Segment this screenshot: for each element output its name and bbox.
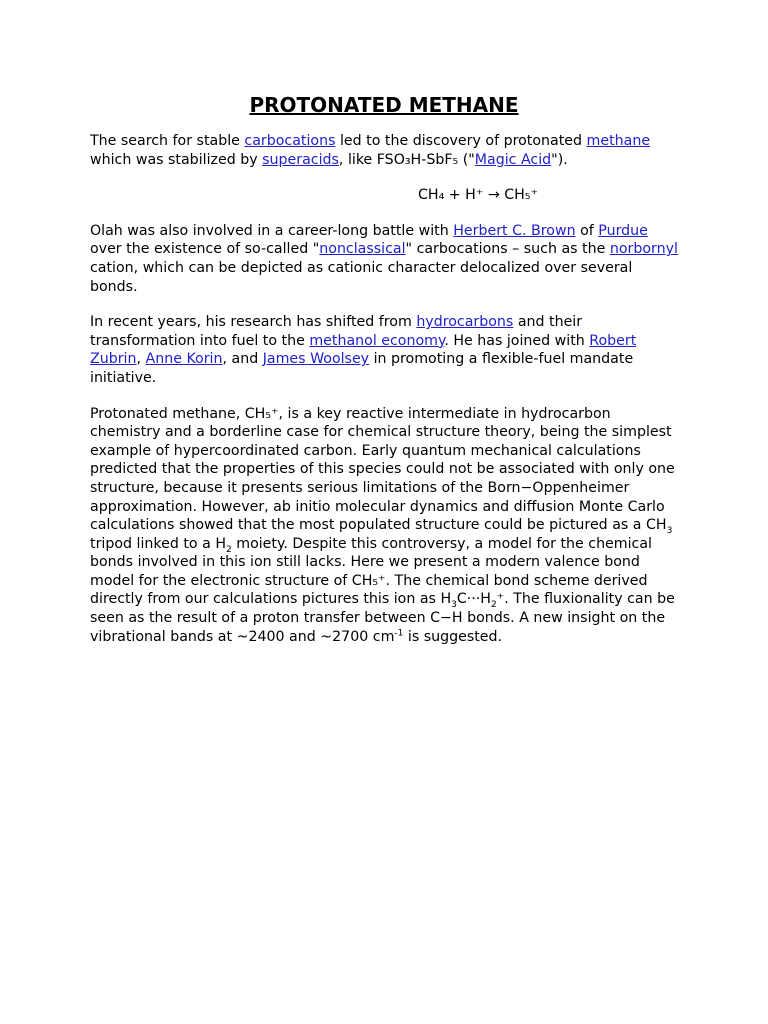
text-segment: Protonated methane, CH₅⁺, is a key reactive intermediate in hydrocarbon chemistry and a borderline case for chemical structure theory, being the simplest example of hypercoordinated carbon. Early quantum mechanical calculations predicted that the properties of this species could not be associated with only one structure, because it presents serious limitations of the Born−Oppenheimer approximation. However, ab initio molecular dynamics and diffusion Monte Carlo calculations showed that the most populated structure could be pictured as a CH <box>90 405 675 534</box>
paragraph-intro <box>90 132 678 169</box>
subscript: 2 <box>490 600 497 611</box>
link-superacids[interactable]: superacids <box>262 151 339 168</box>
link-magic-acid[interactable]: Magic Acid <box>474 151 552 168</box>
text-segment: , like FSO₃H-SbF₅ (" <box>338 151 475 168</box>
subscript: 2 <box>226 544 232 555</box>
link-herbert-c-brown[interactable]: Herbert C. Brown <box>453 222 576 239</box>
subscript: 3 <box>451 600 457 611</box>
document-page <box>90 90 678 663</box>
text-segment: which was stabilized by <box>90 151 263 168</box>
text-segment: tripod linked to a H <box>90 535 226 552</box>
paragraph-olah <box>90 222 678 296</box>
superscript: -1 <box>394 627 404 638</box>
text-segment: cation, which can be depicted as cationic character delocalized over several bonds. <box>90 259 633 295</box>
link-robert-zubrin[interactable]: Robert Zubrin <box>90 332 637 368</box>
link-norbornyl[interactable]: norbornyl <box>609 241 678 258</box>
text-segment: in promoting a flexible-fuel mandate initiative. <box>90 351 634 386</box>
link-nonclassical[interactable]: nonclassical <box>319 241 406 258</box>
link-anne-korin[interactable]: Anne Korin <box>145 351 223 368</box>
link-hydrocarbons[interactable]: hydrocarbons <box>416 314 514 331</box>
text-segment: is suggested. <box>403 628 503 645</box>
page-title: PROTONATED METHANE <box>249 93 519 117</box>
text-segment: ⁺. The fluxionality can be seen as the result of a proton transfer between C−H bonds. A new insight on the vibrational bands at ~2400 and ~2700 cm <box>90 591 675 645</box>
paragraph-abstract <box>90 405 678 647</box>
subscript: 3 <box>666 525 673 536</box>
text-segment: , <box>136 351 146 368</box>
link-purdue[interactable]: Purdue <box>598 222 648 239</box>
text-segment: "). <box>551 151 568 168</box>
link-methane[interactable]: methane <box>586 133 651 149</box>
text-segment: , and <box>222 351 263 368</box>
text-segment: moiety. Despite this controversy, a model for the chemical bonds involved in this ion still lacks. Here we present a modern valence bond model for the electronic structure of CH₅⁺. The chemical bond scheme derived directly from our calculations pictures this ion as H <box>90 535 652 608</box>
link-james-woolsey[interactable]: James Woolsey <box>262 351 370 368</box>
text-segment: In recent years, his research has shifted from <box>90 314 417 331</box>
text-segment: " carbocations – such as the <box>405 241 610 258</box>
text-segment: over the existence of so-called " <box>90 241 320 258</box>
text-segment: Olah was also involved in a career-long battle with <box>90 222 454 239</box>
link-carbocations[interactable]: carbocations <box>244 133 336 149</box>
text-segment: . He has joined with <box>444 332 590 349</box>
text-segment: led to the discovery of protonated <box>335 133 587 149</box>
text-segment: of <box>575 222 599 239</box>
reaction-equation: CH₄ + H⁺ → CH₅⁺ <box>418 187 538 204</box>
text-segment: and their transformation into fuel to the <box>90 314 583 349</box>
link-methanol-economy[interactable]: methanol economy <box>309 332 445 349</box>
text-segment: The search for stable <box>90 133 245 149</box>
text-segment: C···H <box>456 591 491 608</box>
paragraph-recent-research <box>90 313 678 387</box>
